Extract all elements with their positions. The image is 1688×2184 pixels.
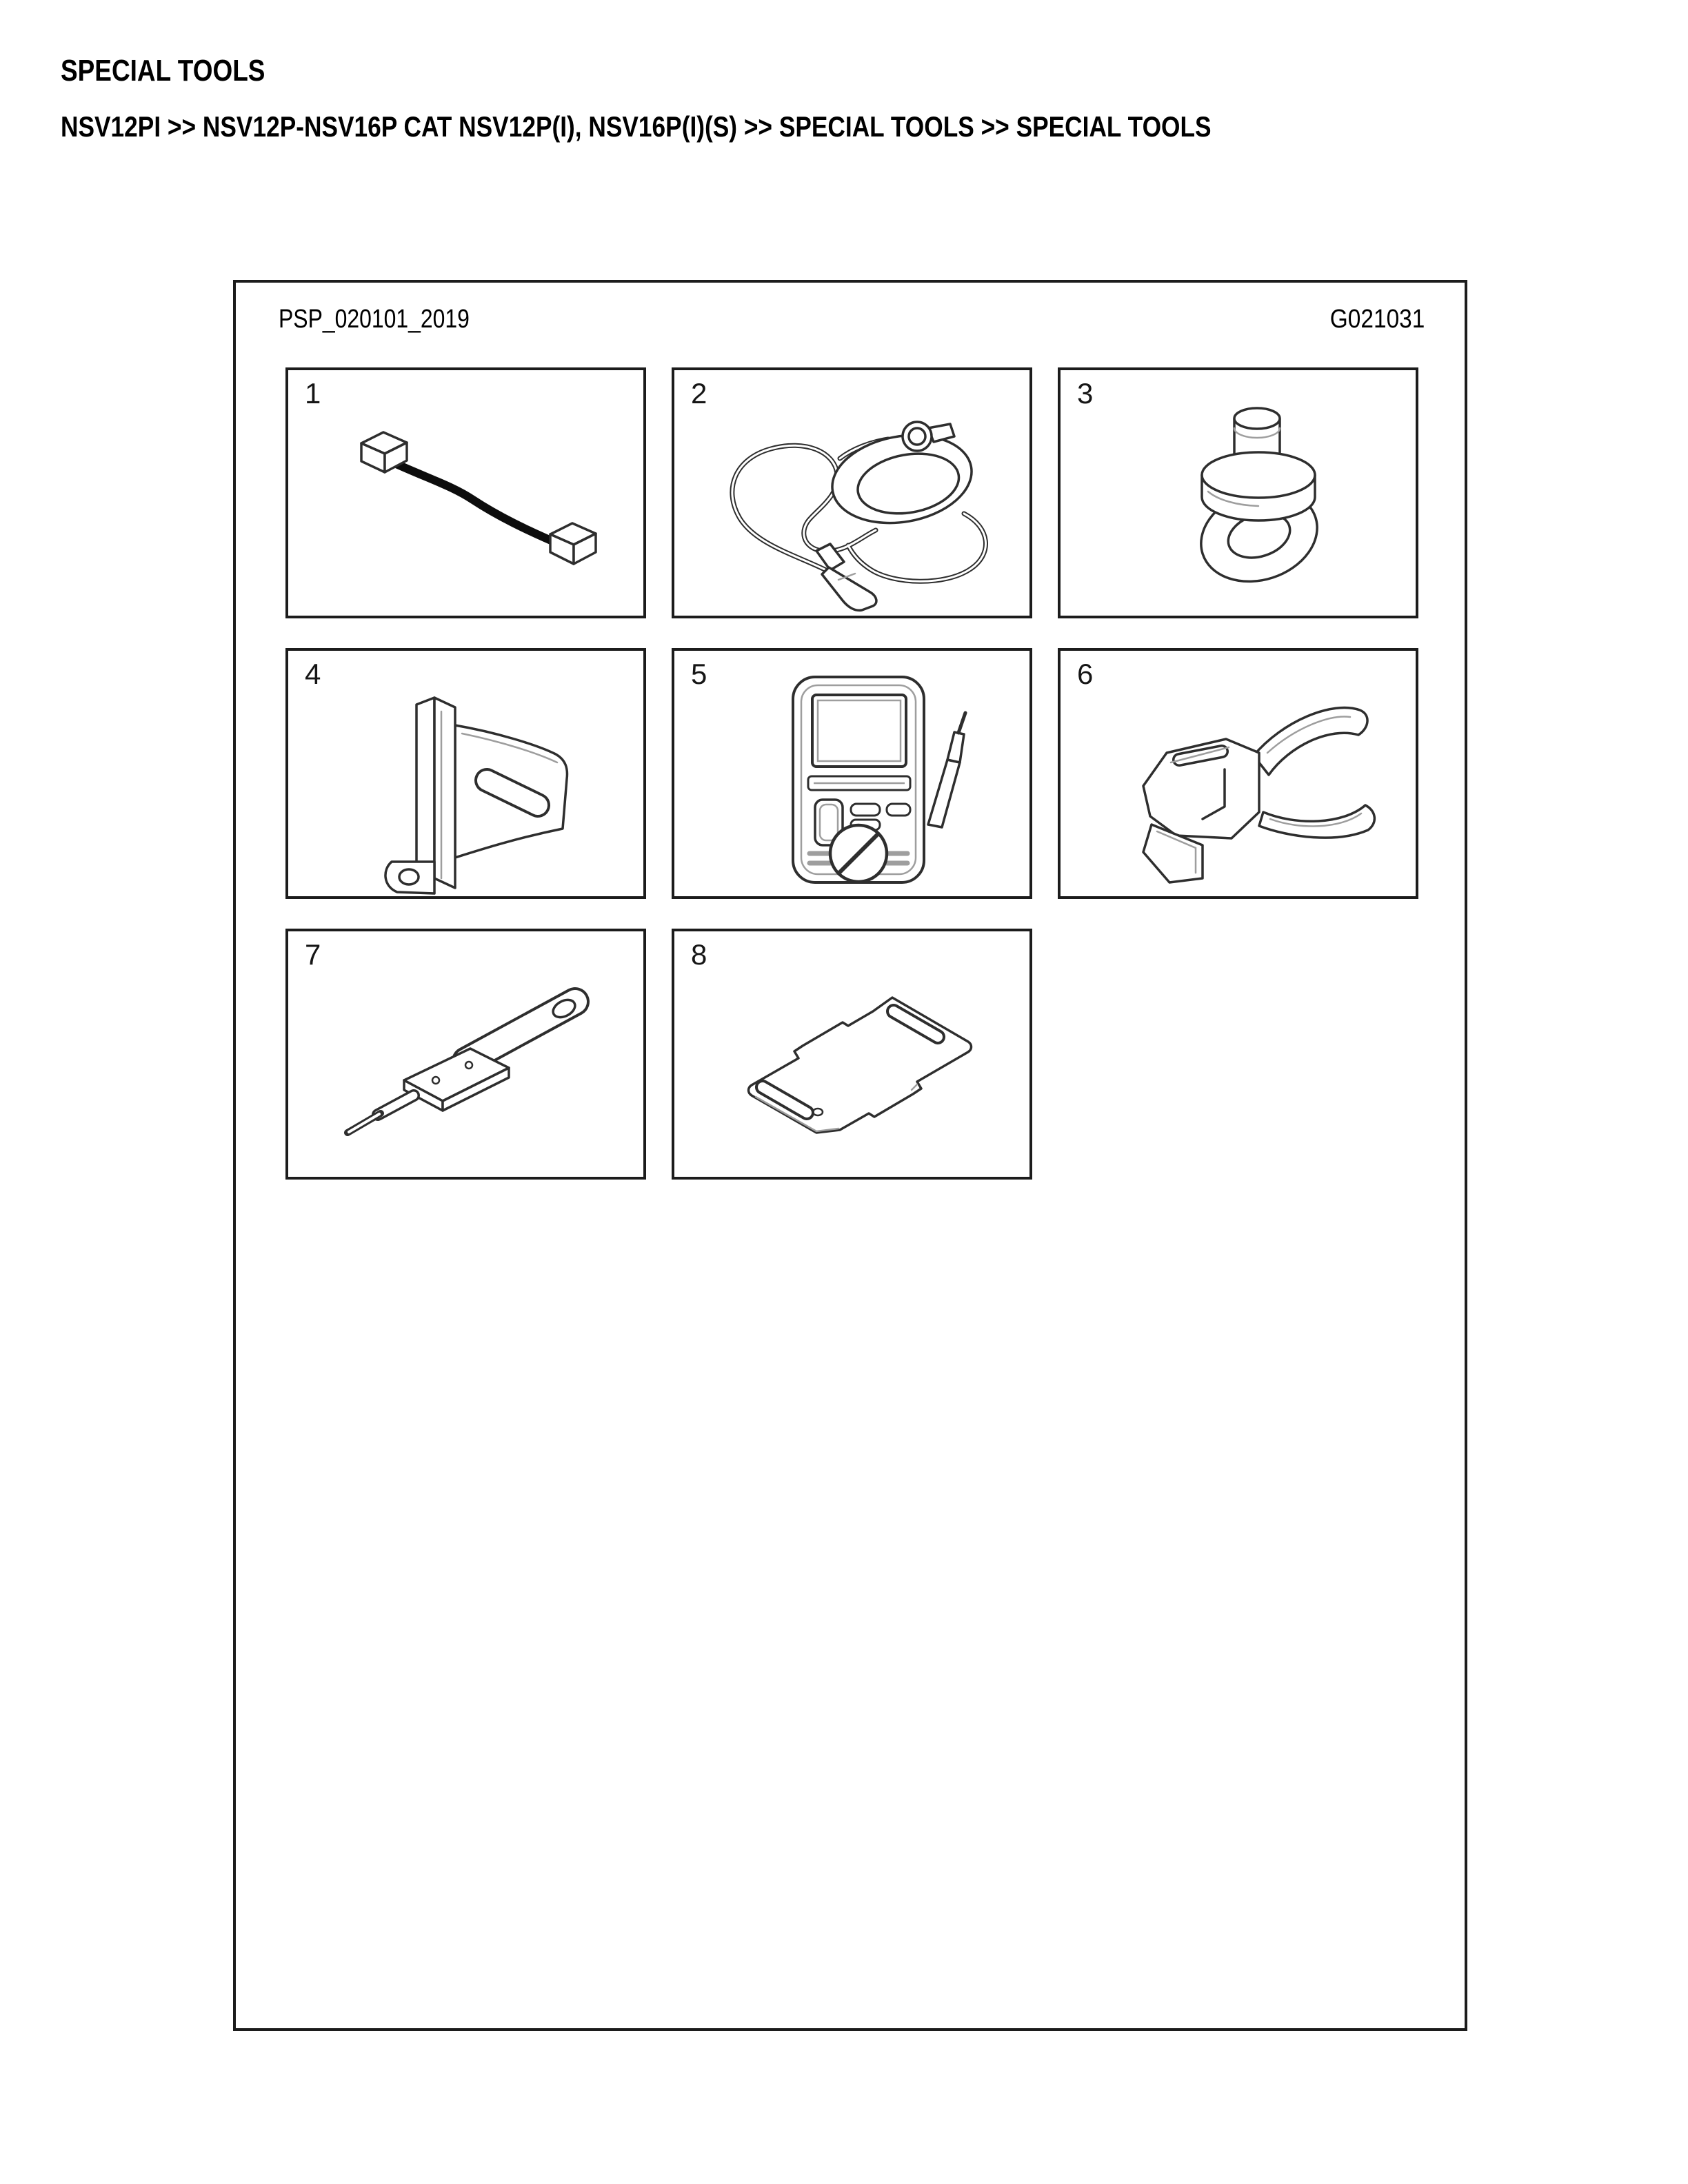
tool-number: 3 bbox=[1077, 377, 1093, 410]
tool-cell-4 bbox=[285, 648, 646, 899]
jumper-cable-icon bbox=[288, 370, 643, 616]
tool-cell-3 bbox=[1058, 367, 1418, 618]
breadcrumb bbox=[61, 110, 1430, 143]
figure-code-left bbox=[279, 305, 506, 334]
tool-number: 7 bbox=[305, 938, 321, 971]
breadcrumb-text: NSV12PI >> NSV12P-NSV16P CAT NSV12P(I), NSV16P(I)(S) >> SPECIAL TOOLS >> SPECIAL TOOLS bbox=[61, 110, 1212, 143]
figure-code-left-text: PSP_020101_2019 bbox=[279, 305, 470, 334]
tool-number: 2 bbox=[691, 377, 707, 410]
multimeter-icon bbox=[674, 651, 1029, 896]
tool-number: 5 bbox=[691, 658, 707, 690]
figure-code-right bbox=[1317, 305, 1425, 334]
mounting-plate-icon bbox=[674, 931, 1029, 1177]
figure-code-right-text: G021031 bbox=[1329, 305, 1425, 334]
tools-grid bbox=[285, 367, 1418, 1180]
tool-number: 8 bbox=[691, 938, 707, 971]
tool-cell-1 bbox=[285, 367, 646, 618]
tool-cell-8 bbox=[672, 929, 1032, 1180]
figure-panel bbox=[233, 280, 1467, 2031]
wrist-strap-icon bbox=[674, 370, 1029, 616]
eye-bolt-icon bbox=[1061, 370, 1416, 616]
tool-cell-2 bbox=[672, 367, 1032, 618]
tool-cell-6 bbox=[1058, 648, 1418, 899]
tool-cell-5 bbox=[672, 648, 1032, 899]
tool-number: 6 bbox=[1077, 658, 1093, 690]
terminal-extraction-tool-icon bbox=[288, 931, 643, 1177]
page-title-text: SPECIAL TOOLS bbox=[61, 54, 265, 88]
page-title bbox=[61, 54, 304, 88]
bracket-icon bbox=[288, 651, 643, 896]
tool-number: 4 bbox=[305, 658, 321, 690]
wire-stripper-icon bbox=[1061, 651, 1416, 896]
tool-number: 1 bbox=[305, 377, 321, 410]
tool-cell-7 bbox=[285, 929, 646, 1180]
